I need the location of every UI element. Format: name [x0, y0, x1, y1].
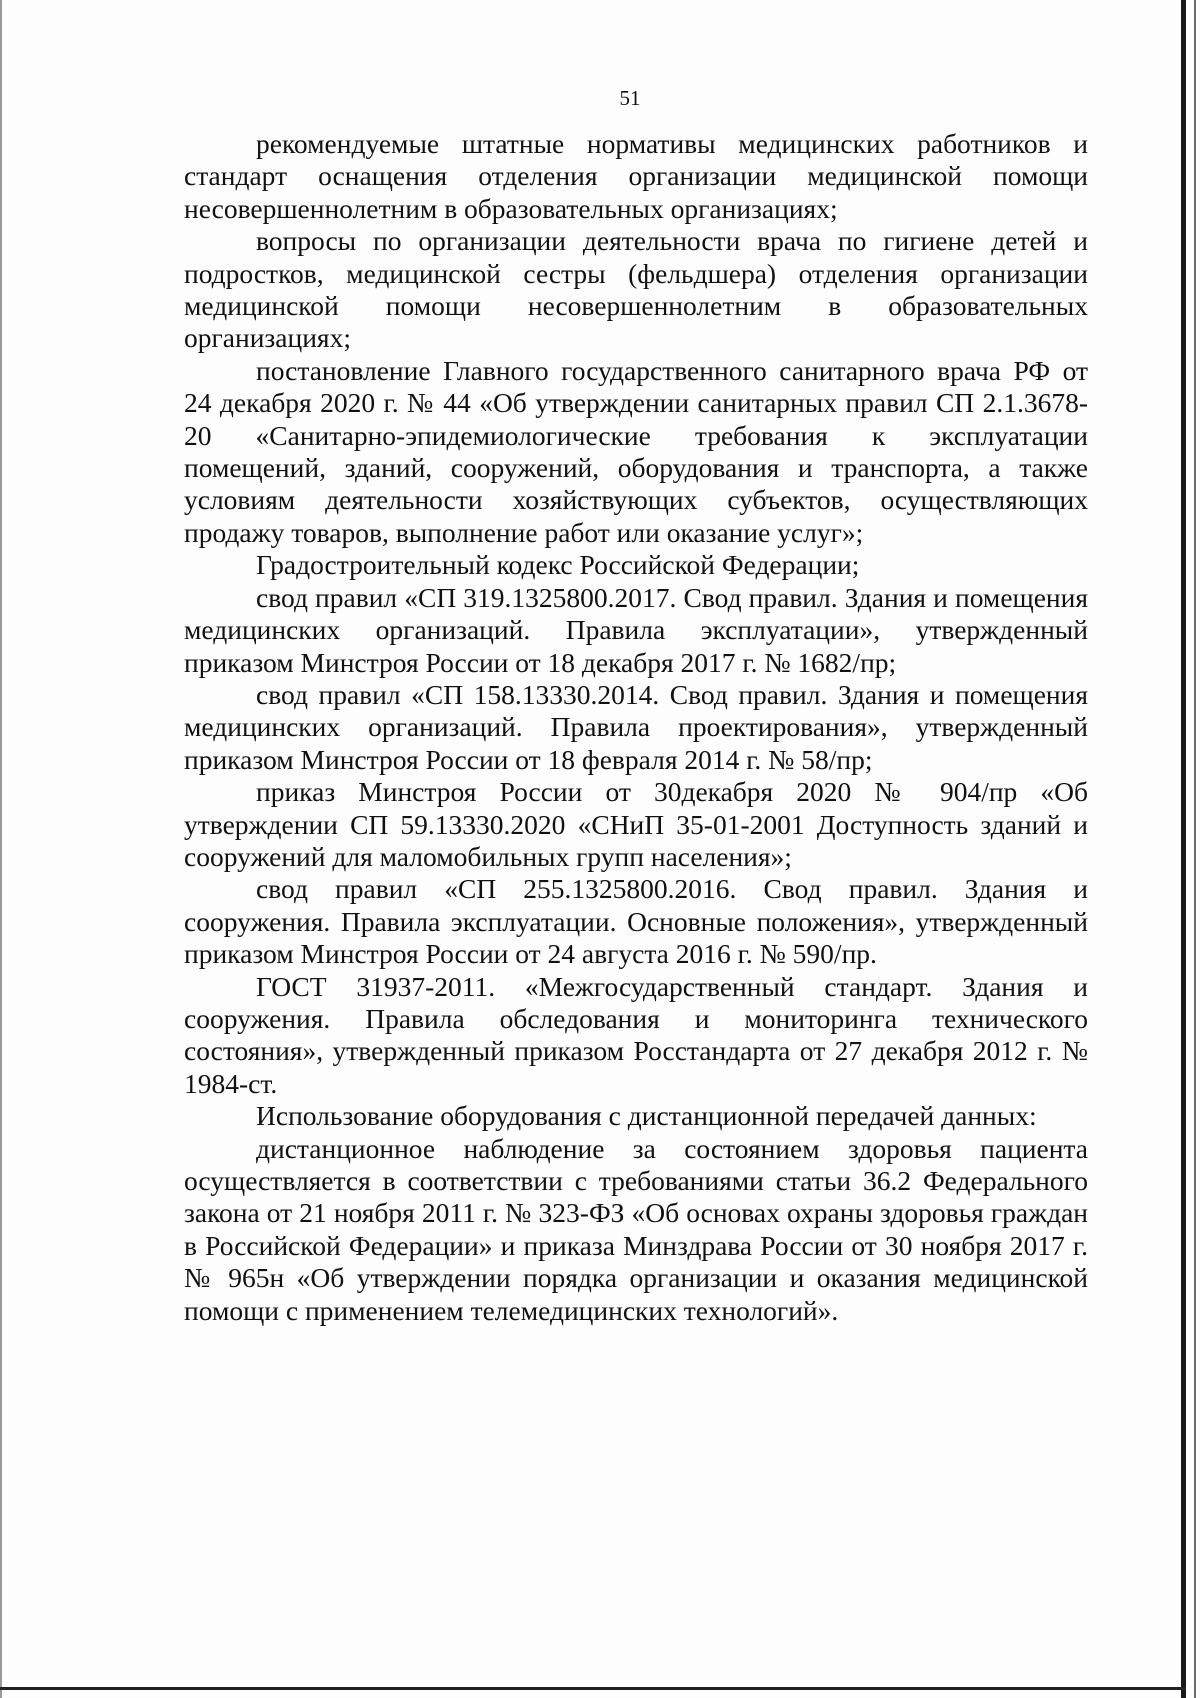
paragraph-sp-255: свод правил «СП 255.1325800.2016. Свод правил. Здания и сооружения. Правила эксплуатации. Основные положения», утвержденный приказом Минстроя России от 24 августа 2016 г. № 590/пр.	[184, 873, 1088, 970]
paragraph-urban-planning-code: Градостроительный кодекс Российской Федерации;	[256, 549, 860, 581]
paragraph-staffing-norms: рекомендуемые штатные нормативы медицинских работников и стандарт оснащения отделения организации медицинской помощи несовершеннолетним в образовательных организациях;	[184, 128, 1088, 224]
paragraph-remote-equipment: Использование оборудования с дистанционной передачей данных:	[256, 1100, 1037, 1132]
scan-border-right	[1181, 0, 1186, 1698]
document-body	[184, 128, 1088, 1327]
paragraph-hygiene-doctor: вопросы по организации деятельности врача по гигиене детей и подростков, медицинской сестры (фельдшера) отделения организации медицинской помощи несовершеннолетним в образовательных организациях;	[184, 225, 1088, 354]
page-number: 51	[619, 86, 641, 110]
paragraph-remote-monitoring: дистанционное наблюдение за состоянием здоровья пациента осуществляется в соответствии с требованиями статьи 36.2 Федерального закона от 21 ноября 2011 г. № 323-ФЗ «Об основах охраны здоровья граждан в Российской Федерации» и приказа Минздрава России от 30 ноября 2017 г. № 965н «Об утверждении порядка организации и оказания медицинской помощи с применением телемедицинских технологий».	[184, 1132, 1088, 1326]
paragraph-sp-319: свод правил «СП 319.1325800.2017. Свод правил. Здания и помещения медицинских организаций. Правила эксплуатации», утвержденный приказом Минстроя России от 18 декабря 2017 г. № 1682/пр;	[184, 581, 1088, 678]
paragraph-sp-158: свод правил «СП 158.13330.2014. Свод правил. Здания и помещения медицинских организаций. Правила проектирования», утвержденный приказом Минстроя России от 18 февраля 2014 г. № 58/пр;	[184, 678, 1088, 775]
paragraph-order-904: приказ Минстроя России от 30декабря 2020 № 904/пр «Об утверждении СП 59.13330.2020 «СНиП 35-01-2001 Доступность зданий и сооружений для маломобильных групп населения»;	[184, 776, 1088, 872]
paragraph-sanitary-resolution: постановление Главного государственного санитарного врача РФ от 24 декабря 2020 г. № 44 «Об утверждении санитарных правил СП 2.1.3678-20 «Санитарно-эпидемиологические требования к эксплуатации помещений, зданий, сооружений, оборудования и транспорта, а также условиям деятельности хозяйствующих субъектов, осуществляющих продажу товаров, выполнение работ или оказание услуг»;	[184, 354, 1088, 548]
paragraph-gost-31937: ГОСТ 31937-2011. «Межгосударственный стандарт. Здания и сооружения. Правила обследования и мониторинга технического состояния», утвержденный приказом Росстандарта от 27 декабря 2012 г. № 1984-ст.	[184, 970, 1088, 1099]
scan-border-left	[0, 0, 2, 1698]
scan-border-bottom	[0, 1687, 1186, 1690]
scan-border-right-faint	[1194, 0, 1196, 1698]
